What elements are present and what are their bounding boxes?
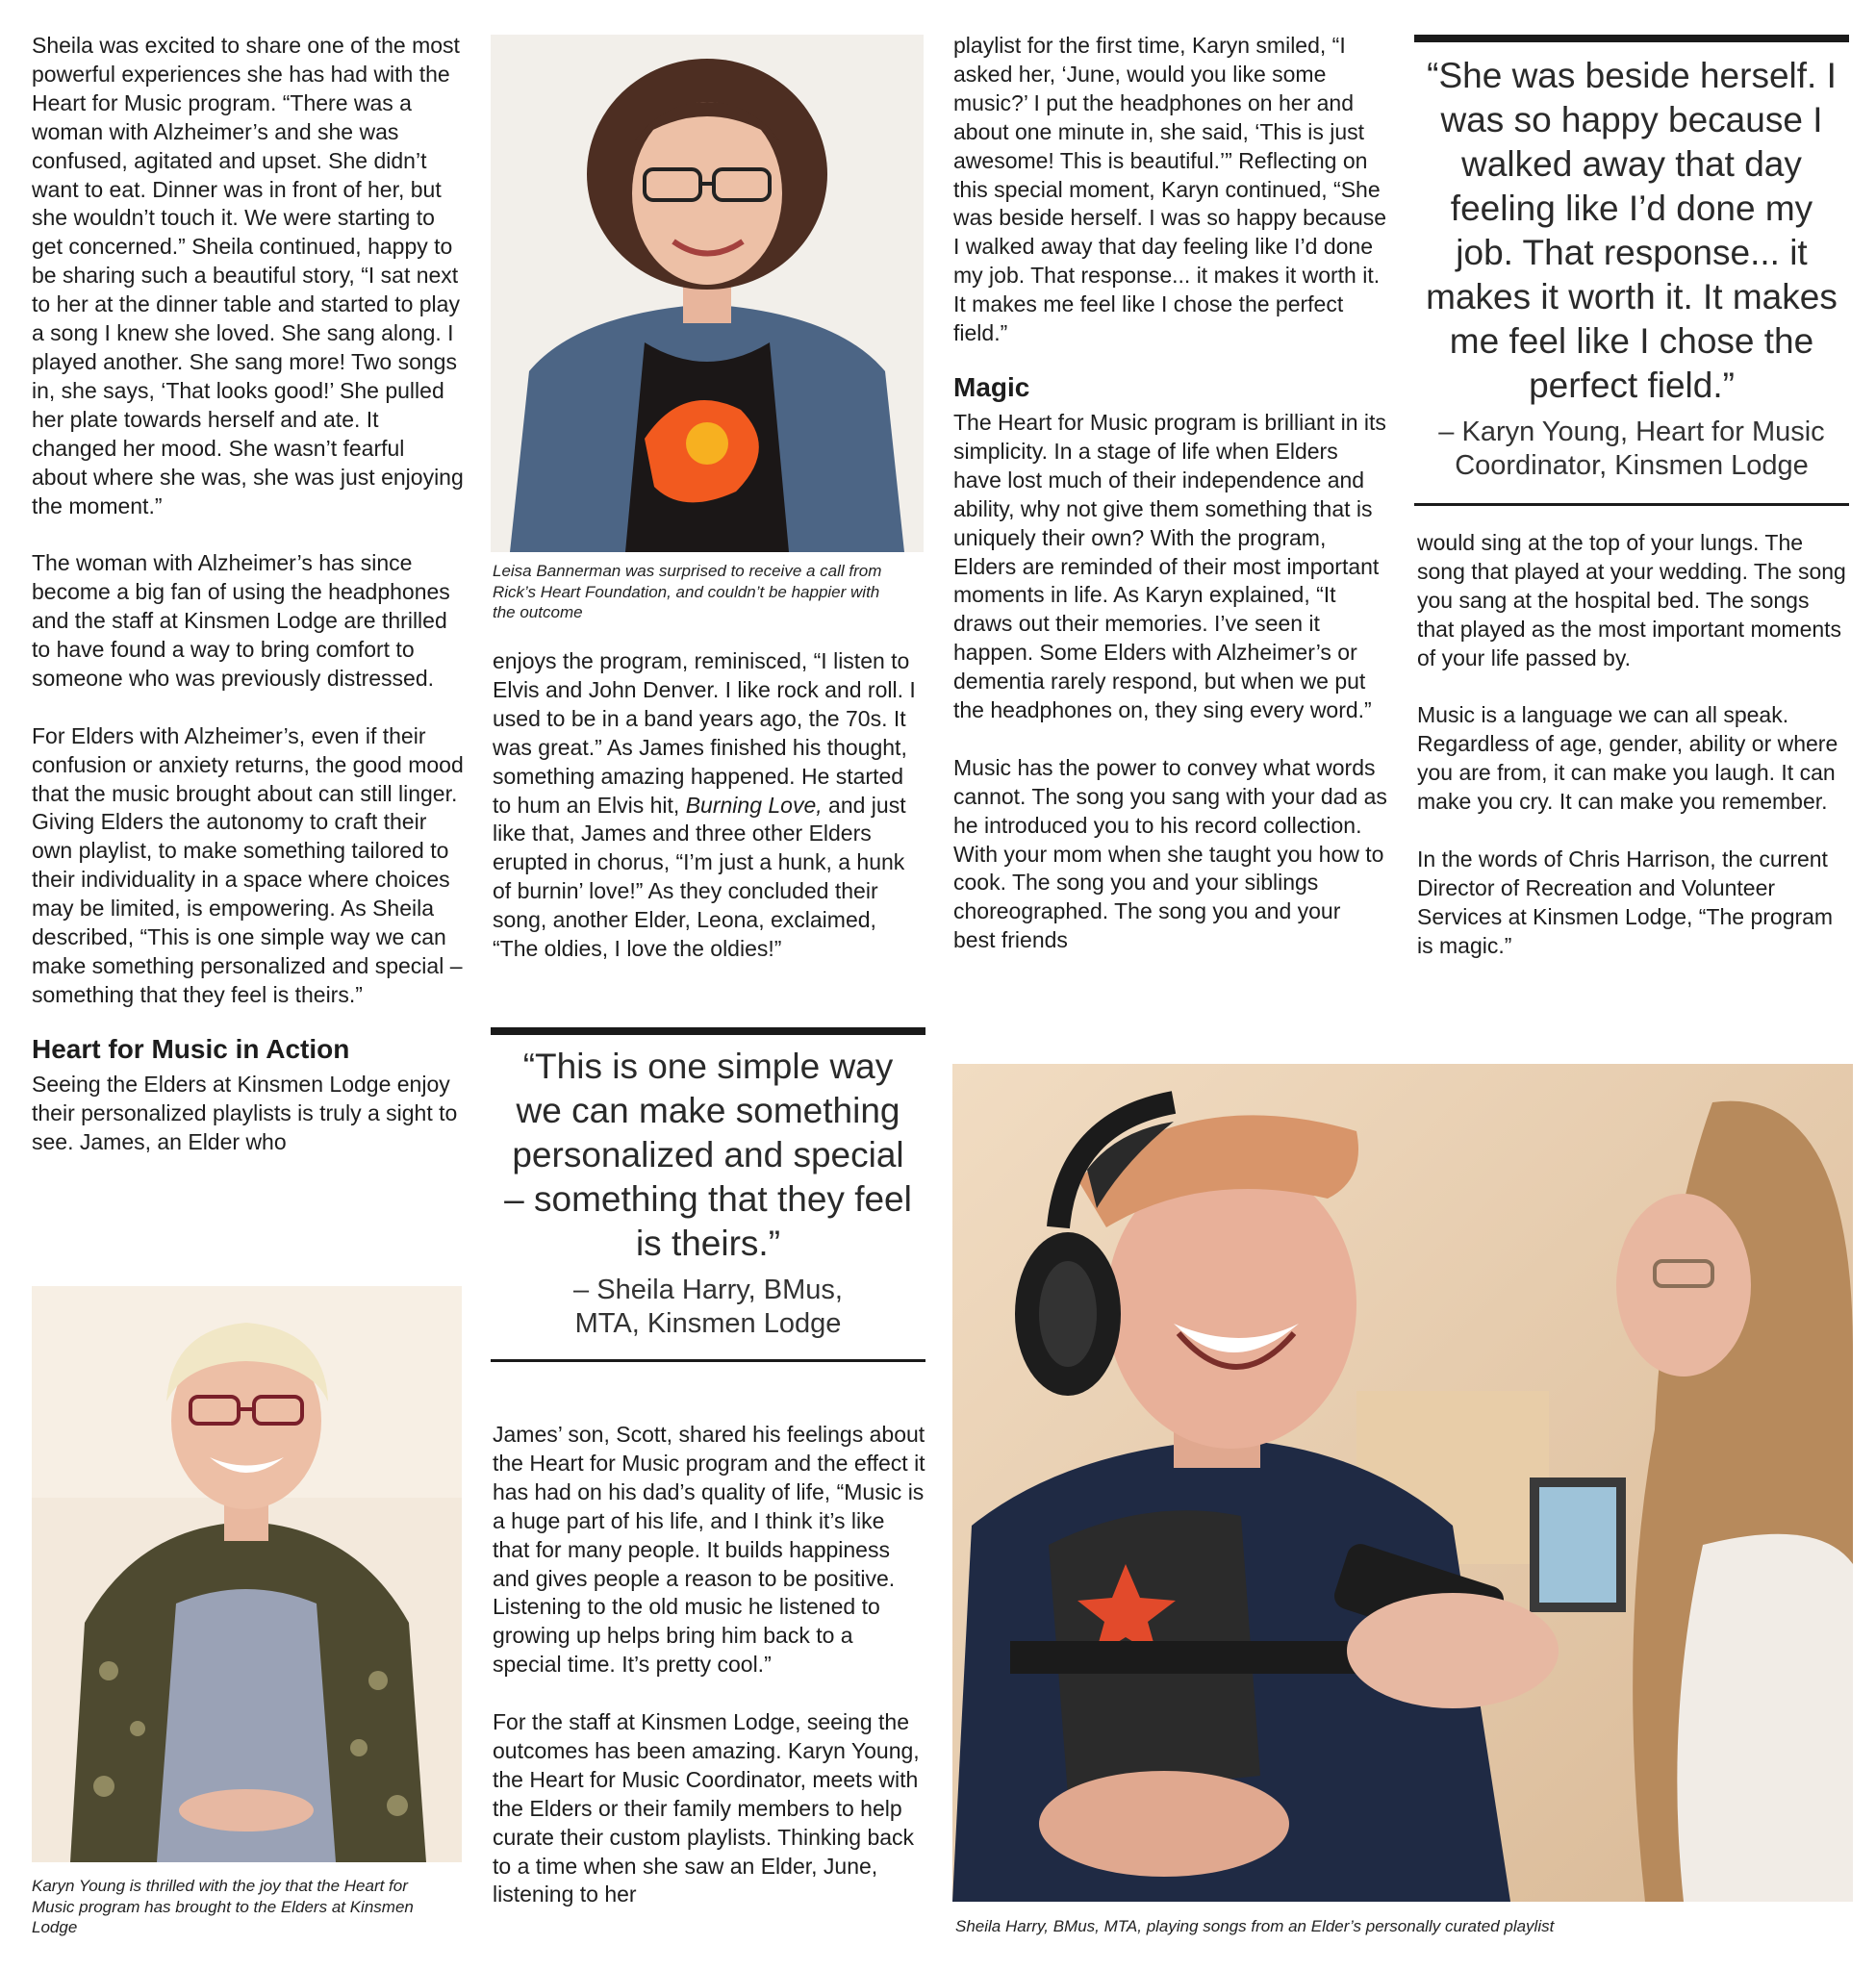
paragraph-text: enjoys the program, reminisced, “I listen to Elvis and John Denver. I like rock and roll. I used to be in a band years ago, the 70s. It was great.” As James finished his thought, something amazing happened. He started to hum an Elvis hit, bbox=[493, 648, 916, 818]
column-2-text-a bbox=[493, 647, 925, 964]
paragraph: The Heart for Music program is brilliant in its simplicity. In a stage of life when Elders have lost much of their independence and ability, why not give them something that is uniquely their own? With the program, Elders are reminded of their most important moments in life. As Karyn explained, “It draws out their memories. I’ve seen it happen. Some Elders with Alzheimer’s or dementia rarely respond, but when we put the headphones on, they sing every word.” bbox=[953, 409, 1386, 723]
paragraph: For the staff at Kinsmen Lodge, seeing the outcomes has been amazing. Karyn Young, the Heart for Music Coordinator, meets with the Elders or their family members to help curate their custom playlists. Thinking back to a time when she saw an Elder, June, listening to her bbox=[493, 1709, 920, 1907]
pull-quote-attribution: – Karyn Young, Heart for Music Coordinator, Kinsmen Lodge bbox=[1438, 417, 1825, 481]
column-3 bbox=[953, 32, 1388, 955]
column-4 bbox=[1417, 529, 1850, 961]
paragraph: Sheila was excited to share one of the most powerful experiences she has had with the Heart for Music program. “There was a woman with Alzheimer’s and she was confused, agitated and upset. She didn’t want to eat. Dinner was in front of her, but she wouldn’t touch it. We were starting to get concerned.” Sheila continued, happy to be sharing such a beautiful story, “I sat next to her at the dinner table and started to play a song I knew she loved. She sang along. I played another. She sang more! Two songs in, she says, ‘That looks good!’ She pulled her plate towards herself and ate. It changed her mood. She wasn’t fearful about where she was, she was just enjoying the moment.” bbox=[32, 33, 464, 518]
paragraph: Music has the power to convey what words cannot. The song you sang with your dad as he introduced you to his record collection. With your mom when she taught you how to cook. The song you and your siblings choreographed. The song you and your best friends bbox=[953, 754, 1387, 953]
paragraph: For Elders with Alzheimer’s, even if their confusion or anxiety returns, the good mood that the music brought about can still linger. Giving Elders the autonomy to craft their own playlist, to make something tailored to their individuality in a space where choices may be limited, is empowering. As Sheila described, “This is one simple way we can make something personalized and special – something that they feel is theirs.” bbox=[32, 722, 464, 1007]
paragraph: The woman with Alzheimer’s has since become a big fan of using the headphones and the staff at Kinsmen Lodge are thrilled to have found a way to bring comfort to someone who was previously distressed. bbox=[32, 550, 450, 691]
pull-quote-attribution: – Sheila Harry, BMus, MTA, Kinsmen Lodge bbox=[573, 1275, 843, 1339]
photo-caption: Leisa Bannerman was surprised to receive a call from Rick’s Heart Foundation, and couldn’t be happier with the outcome bbox=[493, 562, 882, 621]
photo-sheila-harry-with-elder bbox=[952, 1064, 1853, 1902]
section-heading-magic: Magic bbox=[953, 371, 1030, 402]
paragraph: James’ son, Scott, shared his feelings about the Heart for Music program and the effect it has had on his dad’s quality of life, “Music is a huge part of his life, and I think it’s like that for many people. It builds happiness and gives people a reason to be positive. Listening to the old music he listened to growing up helps bring him back to a special time. It’s pretty cool.” bbox=[493, 1422, 925, 1678]
pull-quote-rule-top bbox=[491, 1027, 925, 1035]
section-heading-heart-for-music-in-action: Heart for Music in Action bbox=[32, 1033, 350, 1064]
pull-quote-rule-bottom bbox=[491, 1359, 925, 1362]
pull-quote-rule-top bbox=[1414, 35, 1849, 42]
photo-leisa-bannerman bbox=[491, 35, 924, 552]
paragraph: Music is a language we can all speak. Regardless of age, gender, ability or where you are from, it can make you laugh. It can make you cry. It can make you remember. bbox=[1417, 702, 1838, 815]
column-2-text-b bbox=[493, 1421, 925, 1909]
pull-quote-sheila bbox=[491, 1045, 925, 1341]
pull-quote-karyn bbox=[1414, 54, 1849, 483]
paragraph: Seeing the Elders at Kinsmen Lodge enjoy their personalized playlists is truly a sight to see. James, an Elder who bbox=[32, 1071, 458, 1154]
paragraph: playlist for the first time, Karyn smiled, “I asked her, ‘June, would you like some music?’ I put the headphones on her and about one minute in, she said, ‘This is just awesome! This is beautiful.’” Reflecting on this special moment, Karyn continued, “She was beside herself. I was so happy because I walked away that day feeling like I’d done my job. That response... it makes it worth it. It makes me feel like I chose the perfect field.” bbox=[953, 33, 1387, 346]
pull-quote-text: “She was beside herself. I was so happy because I walked away that day feeling like I’d done my job. That response... it makes it worth it. It makes me feel like I chose the perfect field.” bbox=[1426, 56, 1838, 405]
pull-quote-rule-bottom bbox=[1414, 503, 1849, 506]
photo-caption: Karyn Young is thrilled with the joy that the Heart for Music program has brought to the Elders at Kinsmen Lodge bbox=[32, 1877, 414, 1936]
paragraph-text: and just like that, James and three other Elders erupted in chorus, “I’m just a hunk, a hunk of burnin’ love!” As they concluded their song, another Elder, Leona, exclaimed, “The oldies, I love the oldies!” bbox=[493, 792, 906, 962]
paragraph: In the words of Chris Harrison, the current Director of Recreation and Volunteer Services at Kinsmen Lodge, “The program is magic.” bbox=[1417, 846, 1834, 958]
paragraph: would sing at the top of your lungs. The song that played at your wedding. The song you sang at the hospital bed. The songs that played as the most important moments of your life passed by. bbox=[1417, 530, 1846, 670]
song-title: Burning Love, bbox=[685, 792, 823, 818]
photo-caption: Sheila Harry, BMus, MTA, playing songs from an Elder’s personally curated playlist bbox=[955, 1917, 1555, 1935]
paragraph bbox=[493, 647, 925, 964]
pull-quote-text: “This is one simple way we can make something personalized and special – something that they feel is theirs.” bbox=[504, 1047, 912, 1263]
column-1 bbox=[32, 32, 465, 1157]
photo-karyn-young bbox=[32, 1286, 462, 1862]
